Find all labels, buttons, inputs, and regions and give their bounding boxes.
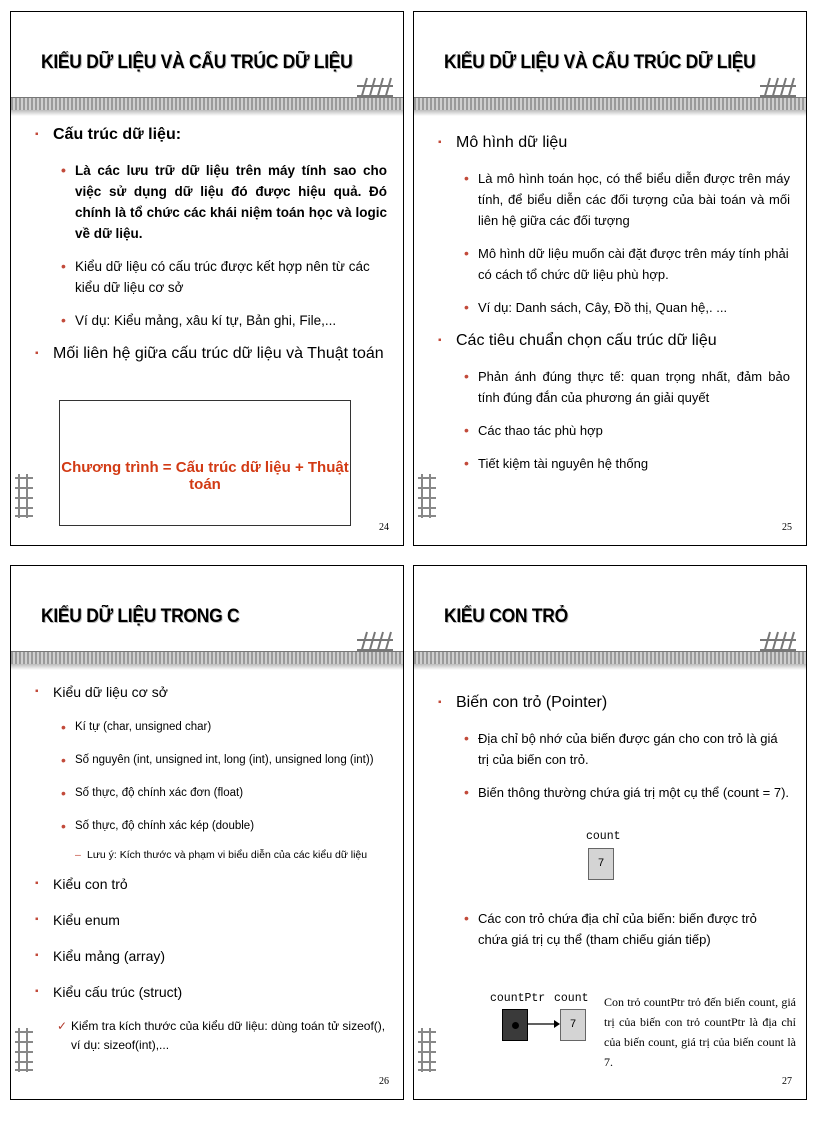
note-size-range: – Lưu ý: Kích thước và phạm vi biểu diễn của các kiểu dữ liệu bbox=[31, 849, 387, 861]
bullet-basic-types: ▪ Kiểu dữ liệu cơ sở bbox=[31, 681, 387, 703]
countptr-label: countPtr bbox=[490, 992, 546, 1005]
sub-bullet-pointer-ref: • Các con trỏ chứa địa chỉ của biến: biến được trỏ chứa giá trị cụ thể (tham chiếu gián tiếp) bbox=[434, 908, 790, 950]
side-decoration-icon bbox=[416, 1026, 438, 1074]
sub-bullet-float: • Số thực, độ chính xác đơn (float) bbox=[31, 783, 387, 804]
sub-bullet-model-impl: • Mô hình dữ liệu muốn cài đặt được trên máy tính phải có cách tổ chức dữ liệu phù hợp. bbox=[434, 243, 790, 285]
slide-title: KIỂU CON TRỎ bbox=[444, 606, 568, 627]
sub-bullet-model-def: • Là mô hình toán học, có thể biểu diễn được trên máy tính, để biểu diễn các đối tượng của bài toán và mối liên hệ giữa các đối tượng bbox=[434, 168, 790, 231]
bullet-struct: ▪ Kiểu cấu trúc (struct) bbox=[31, 981, 387, 1003]
bullet-array: ▪ Kiểu mảng (array) bbox=[31, 945, 387, 967]
sub-bullet-int: • Số nguyên (int, unsigned int, long (int), unsigned long (int)) bbox=[31, 750, 387, 771]
bullet-enum: ▪ Kiểu enum bbox=[31, 909, 387, 931]
page-number: 27 bbox=[782, 1076, 792, 1087]
side-decoration-icon bbox=[13, 472, 35, 520]
pointer-box bbox=[502, 1009, 528, 1041]
slide-27 bbox=[413, 565, 807, 1100]
page-number: 24 bbox=[379, 522, 389, 533]
sub-bullet-model-example: • Ví dụ: Danh sách, Cây, Đồ thị, Quan hệ,. ... bbox=[434, 297, 790, 318]
sub-bullet-example: • Ví dụ: Kiểu mảng, xâu kí tự, Bản ghi, File,... bbox=[31, 310, 387, 331]
arrow-icon bbox=[528, 1018, 560, 1030]
bullet-relationship: ▪ Mối liên hệ giữa cấu trúc dữ liệu và Thuật toán bbox=[31, 343, 387, 365]
slide-24 bbox=[10, 11, 404, 546]
slide-content-lower bbox=[434, 908, 790, 962]
bullet-pointer-var: ▪ Biến con trỏ (Pointer) bbox=[434, 692, 790, 714]
bullet-pointer: ▪ Kiểu con trỏ bbox=[31, 873, 387, 895]
sub-bullet-definition: • Là các lưu trữ dữ liệu trên máy tính sao cho việc sử dụng dữ liệu đó được hiệu quả. Đó chính là tổ chức các khái niệm toán học và logic về dữ liệu. bbox=[31, 160, 387, 244]
sub-bullet-normal-var: • Biến thông thường chứa giá trị một cụ thể (count = 7). bbox=[434, 782, 790, 803]
formula-text: Chương trình = Cấu trúc dữ liệu + Thuật toán bbox=[61, 459, 349, 493]
slide-26 bbox=[10, 565, 404, 1100]
sub-bullet-composite: • Kiểu dữ liệu có cấu trúc được kết hợp nên từ các kiểu dữ liệu cơ sở bbox=[31, 256, 387, 298]
slide-title: KIỂU DỮ LIỆU TRONG C bbox=[41, 606, 240, 627]
slide-content bbox=[31, 681, 387, 1055]
sub-bullet-criteria-3: • Tiết kiệm tài nguyên hệ thống bbox=[434, 453, 790, 474]
page-number: 25 bbox=[782, 522, 792, 533]
count-label: count bbox=[586, 830, 621, 843]
slide-25 bbox=[413, 11, 807, 546]
formula-box bbox=[59, 400, 351, 526]
sub-bullet-pointer-def: • Địa chỉ bộ nhớ của biến được gán cho con trỏ là giá trị của biến con trỏ. bbox=[434, 728, 790, 770]
slide-content bbox=[31, 124, 387, 379]
ptr-count-label: count bbox=[554, 992, 589, 1005]
sub-bullet-criteria-1: • Phản ánh đúng thực tế: quan trọng nhất, đảm bảo tính đúng đắn của phương án giải quyết bbox=[434, 366, 790, 408]
slide-title: KIỂU DỮ LIỆU VÀ CẤU TRÚC DỮ LIỆU bbox=[41, 52, 353, 73]
ptr-count-value-box: 7 bbox=[560, 1009, 586, 1041]
check-sizeof: ✓ Kiểm tra kích thước của kiểu dữ liệu: dùng toán tử sizeof(), ví dụ: sizeof(int),... bbox=[31, 1017, 387, 1055]
sub-bullet-criteria-2: • Các thao tác phù hợp bbox=[434, 420, 790, 441]
bullet-data-model: ▪ Mô hình dữ liệu bbox=[434, 132, 790, 154]
slide-content bbox=[434, 692, 790, 815]
page-number: 26 bbox=[379, 1076, 389, 1087]
slide-content bbox=[434, 132, 790, 486]
count-value-box: 7 bbox=[588, 848, 614, 880]
sub-bullet-char: • Kí tự (char, unsigned char) bbox=[31, 717, 387, 738]
bullet-data-structure: ▪ Cấu trúc dữ liệu: bbox=[31, 124, 387, 146]
sub-bullet-double: • Số thực, độ chính xác kép (double) bbox=[31, 816, 387, 837]
slide-title: KIỂU DỮ LIỆU VÀ CẤU TRÚC DỮ LIỆU bbox=[444, 52, 756, 73]
pointer-note: Con trỏ countPtr trỏ đến biến count, giá trị của biến con trỏ countPtr là địa chỉ của biến count, giá trị của biến count là 7. bbox=[604, 995, 796, 1069]
bullet-criteria: ▪ Các tiêu chuẩn chọn cấu trúc dữ liệu bbox=[434, 330, 790, 352]
